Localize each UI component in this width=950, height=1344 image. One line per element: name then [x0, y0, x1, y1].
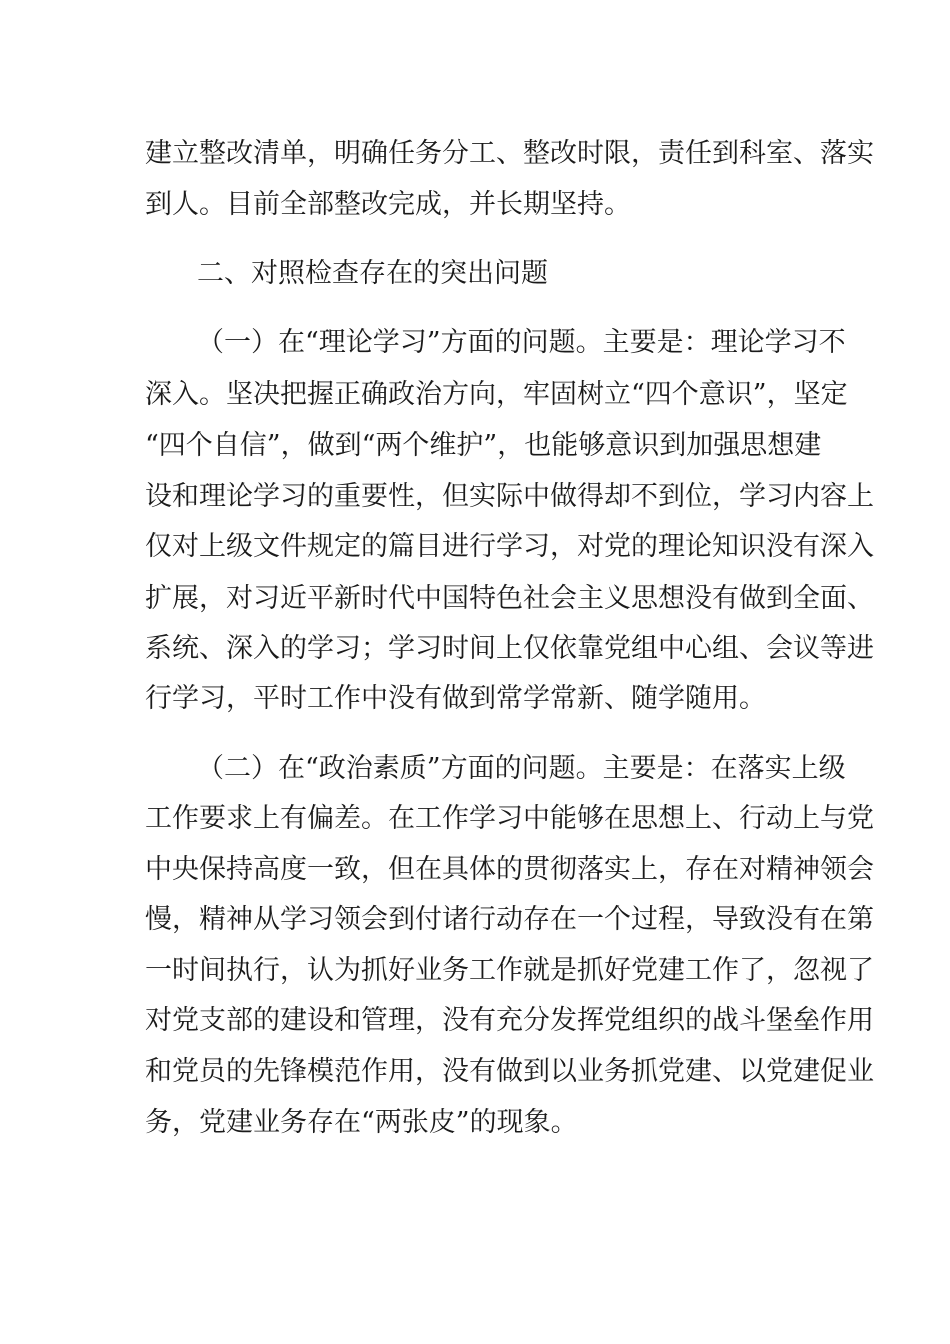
paragraph-line: 工作要求上有偏差。在工作学习中能够在思想上、行动上与党 [145, 803, 874, 834]
paragraph-line: （一）在“理论学习”方面的问题。主要是：理论学习不 [197, 327, 846, 358]
paragraph-line: “四个自信”，做到“两个维护”，也能够意识到加强思想建 [145, 430, 822, 461]
paragraph-line: 和党员的先锋模范作用，没有做到以业务抓党建、以党建促业 [145, 1056, 874, 1087]
paragraph-line: 务，党建业务存在“两张皮”的现象。 [145, 1107, 578, 1138]
paragraph-line: 设和理论学习的重要性，但实际中做得却不到位，学习内容上 [145, 481, 874, 512]
paragraph-line: 建立整改清单，明确任务分工、整改时限，责任到科室、落实 [145, 138, 874, 169]
paragraph-line: 深入。坚决把握正确政治方向，牢固树立“四个意识”，坚定 [145, 379, 848, 410]
paragraph-line: 行学习，平时工作中没有做到常学常新、随学随用。 [145, 683, 766, 714]
paragraph-line: 一时间执行，认为抓好业务工作就是抓好党建工作了，忽视了 [145, 955, 874, 986]
paragraph-line: （二）在“政治素质”方面的问题。主要是：在落实上级 [197, 753, 846, 784]
paragraph-line: 到人。目前全部整改完成，并长期坚持。 [145, 189, 631, 220]
section-heading: 二、对照检查存在的突出问题 [197, 258, 548, 289]
paragraph-line: 系统、深入的学习；学习时间上仅依靠党组中心组、会议等进 [145, 633, 874, 664]
paragraph-line: 扩展，对习近平新时代中国特色社会主义思想没有做到全面、 [145, 583, 874, 614]
paragraph-line: 对党支部的建设和管理，没有充分发挥党组织的战斗堡垒作用 [145, 1005, 874, 1036]
paragraph-line: 中央保持高度一致，但在具体的贯彻落实上，存在对精神领会 [145, 854, 874, 885]
paragraph-line: 慢，精神从学习领会到付诸行动存在一个过程，导致没有在第 [145, 904, 874, 935]
paragraph-line: 仅对上级文件规定的篇目进行学习，对党的理论知识没有深入 [145, 531, 874, 562]
